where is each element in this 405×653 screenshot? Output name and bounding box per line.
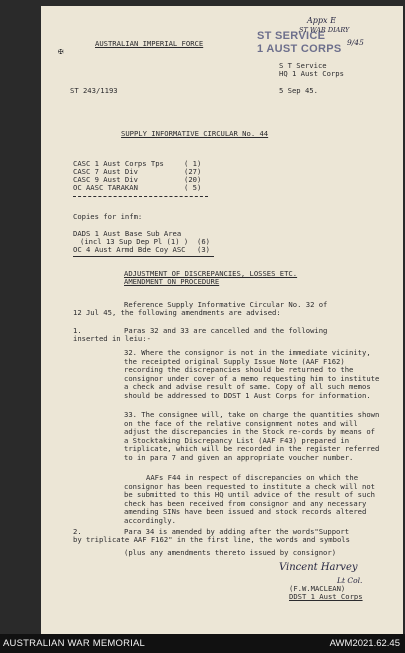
item1-number: 1. [73, 326, 82, 335]
intro-line1: Reference Supply Informative Circular No. 32 of [124, 300, 328, 309]
document-page [41, 6, 403, 634]
signatory-name: (F.W.MACLEAN) [289, 584, 346, 593]
distribution-count: ( 1) [184, 159, 202, 168]
signature-rank: Lt Col. [337, 576, 363, 585]
institution-name: AUSTRALIAN WAR MEMORIAL [3, 638, 146, 649]
archive-footer [0, 634, 405, 653]
item2-line2: by triplicate AAF F162" in the first line, the words and symbols [73, 535, 350, 544]
copies-count: (3) [197, 245, 210, 254]
signatory-title: DDST 1 Aust Corps [289, 592, 363, 601]
item1-line2: inserted in leiu:- [73, 334, 151, 343]
paragraph-aaf-f44: AAFs F44 in respect of discrepancies on which the consignor has been requested to institute a check will not be submitted to this HQ until advice of the result of such check has been received from consignor and any necessary amending SINs have been issued and stock records altered accordingly. [124, 473, 375, 525]
copies-unit: DADS 1 Aust Base Sub Area [73, 229, 182, 238]
paragraph-33: 33. The consignee will, take on charge the quantities shown on the face of the relative consignment notes and will adjust the discrepancies in the Stock re-cords by means of a Stocktaking Discrepancy List (AAF F43) prepared in triplicate, which will be recorded in the register referred to in para 7 and given an appropriate voucher number. [124, 410, 380, 462]
st-service-stamp-line2: 1 AUST CORPS [257, 43, 342, 55]
handwritten-signature: Vincent Harvey [279, 562, 358, 573]
handwritten-annotation-line2: ST WAR DIARY [299, 26, 350, 34]
distribution-unit: CASC 7 Aust Div [73, 167, 138, 176]
margin-mark: ✠ [58, 47, 64, 57]
circular-title: SUPPLY INFORMATIVE CIRCULAR No. 44 [121, 129, 269, 138]
distribution-unit: CASC 1 Aust Corps Tps [73, 159, 164, 168]
intro-line2: 12 Jul 45, the following amendments are advised: [73, 308, 281, 317]
accession-number: AWM2021.62.45 [329, 638, 400, 649]
paragraph-32: 32. Where the consignor is not in the immediate vicinity, the receipted original Supply Issue Note (AAF F162) recording the discrepancies should be returned to the consignor under cover of a memo requesting him to institute a check and advise result of same. Copy of all such memos should be addressed to DDST 1 Aust Corps for information. [124, 348, 380, 400]
reference-number: ST 243/1193 [70, 86, 118, 95]
separator-line [73, 196, 208, 197]
item2-line3: (plus any amendments thereto issued by consignor) [124, 548, 337, 557]
distribution-count: (20) [184, 175, 202, 184]
handwritten-annotation-line3: 9/45 [347, 38, 364, 47]
distribution-unit: CASC 9 Aust Div [73, 175, 138, 184]
item2-number: 2. [73, 527, 82, 536]
sender-line1: S T Service [279, 61, 327, 70]
copies-unit: (incl 13 Sup Dep Pl (1) ) [80, 237, 189, 246]
distribution-unit: OC AASC TARAKAN [73, 183, 138, 192]
document-header: AUSTRALIAN IMPERIAL FORCE [95, 39, 204, 48]
item2-line1: Para 34 is amended by adding after the words"Support [124, 527, 350, 536]
st-service-stamp-line1: ST SERVICE [257, 30, 326, 42]
subject-line2: AMENDMENT ON PROCEDURE [124, 277, 220, 286]
item1-line1: Paras 32 and 33 are cancelled and the following [124, 326, 328, 335]
document-date: 5 Sep 45. [279, 86, 318, 95]
handwritten-annotation-line1: Appx E [307, 16, 336, 25]
copies-unit: OC 4 Aust Armd Bde Coy ASC [73, 245, 186, 254]
copies-underline [73, 256, 214, 257]
distribution-count: ( 5) [184, 183, 202, 192]
copies-label: Copies for infm: [73, 212, 143, 221]
copies-count: (6) [197, 237, 210, 246]
sender-line2: HQ 1 Aust Corps [279, 69, 344, 78]
distribution-count: (27) [184, 167, 202, 176]
subject-line1: ADJUSTMENT OF DISCREPANCIES, LOSSES ETC. [124, 269, 298, 278]
